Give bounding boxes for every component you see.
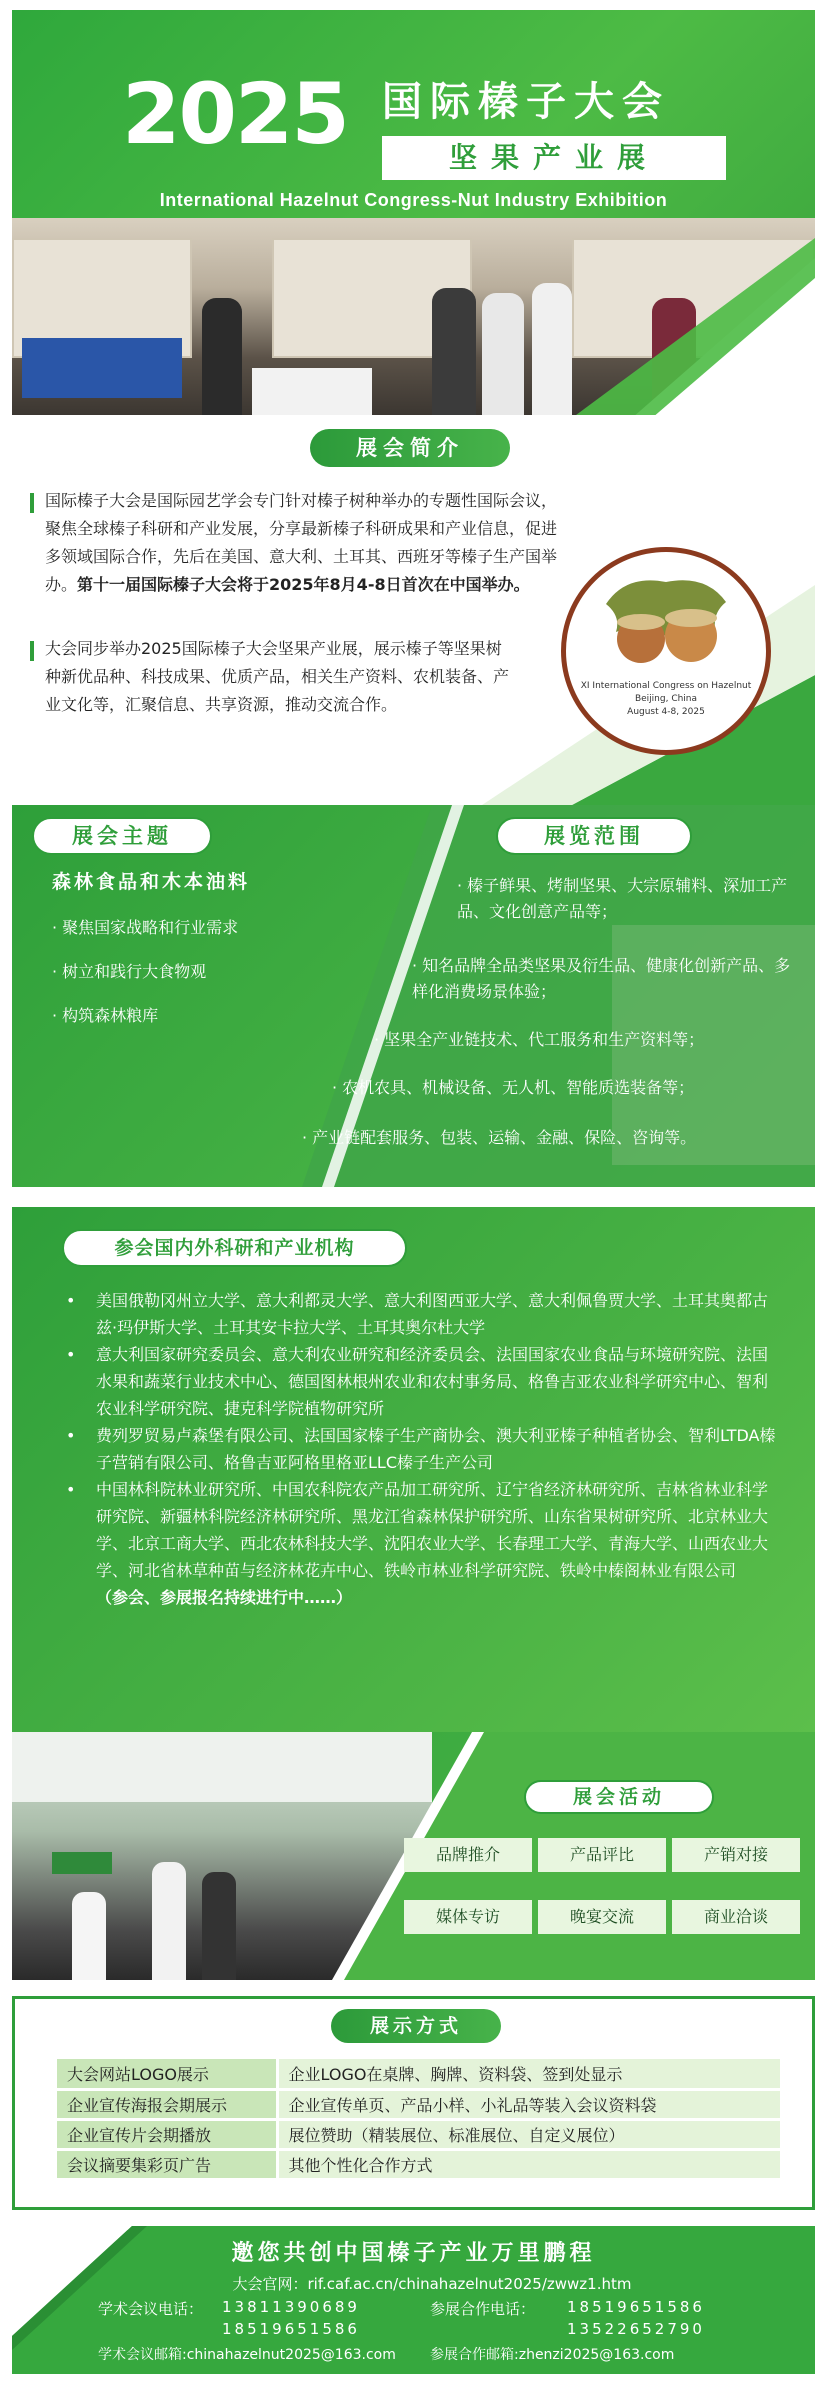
- event-subtitle: 坚果产业展: [382, 136, 726, 180]
- scope-item: · 农机农具、机械设备、无人机、智能质选装备等；: [332, 1078, 695, 1097]
- activity-tag: 产品评比: [538, 1838, 666, 1872]
- activity-tag: 晚宴交流: [538, 1900, 666, 1934]
- theme-item: · 树立和践行大食物观: [52, 962, 207, 981]
- exh-phone-2: 13522652790: [567, 2320, 705, 2338]
- institution-group: • 意大利国家研究委员会、意大利农业研究和经济委员会、法国国家农业食品与环境研究院、法国水果和蔬菜行业技术中心、德国图林根州农业和农村事务局、格鲁吉亚农业科学研究中心、智利农业科学研究院、捷克科学院植物研究所: [66, 1345, 769, 1418]
- logo-line-1: XI International Congress on Hazelnut: [580, 681, 752, 691]
- exh-phone-1: 18519651586: [567, 2298, 705, 2316]
- acad-email[interactable]: 学术会议邮箱:chinahazelnut2025@163.com: [98, 2347, 396, 2363]
- scope-item: · 坚果全产业链技术、代工服务和生产资料等；: [374, 1030, 705, 1049]
- hazelnut-icon: [596, 574, 736, 664]
- intro-paragraph-1: [45, 487, 565, 599]
- scope-item: · 产业链配套服务、包装、运输、金融、保险、咨询等。: [302, 1128, 697, 1147]
- display-heading: 展示方式: [331, 2009, 501, 2043]
- exh-email[interactable]: 参展合作邮箱:zhenzi2025@163.com: [430, 2347, 675, 2363]
- table-row: 企业宣传海报会期展示 企业宣传单页、产品小样、小礼品等装入会议资料袋: [57, 2089, 780, 2119]
- activity-tag: 媒体专访: [404, 1900, 532, 1934]
- institutions-list: [60, 1287, 780, 1611]
- activities-section: [12, 1732, 815, 1980]
- intro-heading: 展会简介: [310, 429, 510, 467]
- event-year: 2025: [122, 65, 348, 163]
- institution-group: • 费列罗贸易卢森堡有限公司、法国国家榛子生产商协会、澳大利亚榛子种植者协会、智利LTDA榛子营销有限公司、格鲁吉亚阿格里格亚LLC榛子生产公司: [66, 1426, 776, 1472]
- acad-phone-label: 学术会议电话：: [98, 2300, 204, 2318]
- institution-group: • 美国俄勒冈州立大学、意大利都灵大学、意大利图西亚大学、意大利佩鲁贾大学、土耳其奥都古兹·玛伊斯大学、土耳其安卡拉大学、土耳其奥尔杜大学: [66, 1291, 769, 1337]
- activity-tag: 品牌推介: [404, 1838, 532, 1872]
- institutions-heading: 参会国内外科研和产业机构: [62, 1229, 407, 1267]
- table-row: 大会网站LOGO展示 企业LOGO在桌牌、胸牌、资料袋、签到处显示: [57, 2059, 780, 2089]
- scope-item: · 榛子鲜果、烤制坚果、大宗原辅料、深加工产品、文化创意产品等；: [457, 876, 788, 921]
- activity-tag: 商业洽谈: [672, 1900, 800, 1934]
- intro-highlight: 第十一届国际榛子大会将于2025年8月4-8日首次在中国举办。: [77, 575, 530, 594]
- theme-item: · 构筑森林粮库: [52, 1006, 159, 1025]
- intro-text: 国际榛子大会是国际园艺学会专门针对榛子树种举办的专题性国际会议，聚焦全球榛子科研和产业发展，分享最新榛子科研成果和产业信息，促进多领域国际合作，先后在美国、意大利、土耳其、西班牙等榛子生产国举办。: [45, 491, 558, 594]
- theme-item: · 聚焦国家战略和行业需求: [52, 918, 239, 937]
- display-methods-section: [12, 1996, 815, 2210]
- table-row: 企业宣传片会期播放 展位赞助（精装展位、标准展位、自定义展位）: [57, 2119, 780, 2149]
- intro-bar: [30, 641, 34, 661]
- registration-note: （参会、参展报名持续进行中……）: [96, 1588, 353, 1607]
- display-table: [57, 2059, 780, 2181]
- table-row: 会议摘要集彩页广告 其他个性化合作方式: [57, 2149, 780, 2179]
- logo-line-3: August 4-8, 2025: [627, 707, 705, 717]
- logo-line-2: Beijing, China: [634, 694, 698, 704]
- photo-diagonal-overlay: [12, 218, 815, 415]
- scope-heading: 展览范围: [496, 817, 692, 855]
- acad-phone-1: 13811390689: [222, 2298, 360, 2316]
- scope-item: · 知名品牌全品类坚果及衍生品、健康化创新产品、多样化消费场景体验；: [412, 956, 791, 1001]
- exhibition-photo: [12, 218, 815, 415]
- website-link[interactable]: 大会官网：rif.caf.ac.cn/chinahazelnut2025/zwwz1.htm: [232, 2275, 632, 2293]
- footer-section: [12, 2226, 815, 2374]
- intro-bar: [30, 493, 34, 513]
- footer-slogan: 邀您共创中国榛子产业万里鹏程: [231, 2241, 596, 2266]
- intro-paragraph-2: 大会同步举办2025国际榛子大会坚果产业展，展示榛子等坚果树种新优品种、科技成果、优质产品，相关生产资料、农机装备、产业文化等，汇聚信息、共享资源，推动交流合作。: [45, 639, 510, 714]
- theme-list: [52, 915, 238, 1047]
- theme-subtitle: 森林食品和木本油料: [52, 871, 251, 893]
- theme-scope-section: [12, 805, 815, 1187]
- activity-tag: 产销对接: [672, 1838, 800, 1872]
- intro-section: [12, 415, 815, 805]
- institution-group: • 中国林科院林业研究所、中国农科院农产品加工研究所、辽宁省经济林研究所、吉林省林业科学研究院、新疆林科院经济林研究所、黑龙江省森林保护研究所、山东省果树研究所、北京林业大学、北京工商大学、西北农林科技大学、沈阳农业大学、长春理工大学、青海大学、山西农业大学、河北省林草种苗与经济林花卉中心、铁岭市林业科学研究院、铁岭中榛阁林业有限公司: [66, 1480, 769, 1580]
- exh-phone-label: 参展合作电话：: [430, 2300, 536, 2318]
- congress-logo: [561, 547, 771, 755]
- header-banner: [12, 10, 815, 415]
- event-title-english: International Hazelnut Congress-Nut Industry Exhibition: [159, 190, 668, 210]
- theme-heading: 展会主题: [32, 817, 212, 855]
- acad-phone-2: 18519651586: [222, 2320, 360, 2338]
- activities-heading: 展会活动: [524, 1780, 714, 1814]
- logo-text: [576, 680, 756, 719]
- institutions-section: [12, 1207, 815, 1732]
- event-title: 国际榛子大会: [382, 79, 670, 125]
